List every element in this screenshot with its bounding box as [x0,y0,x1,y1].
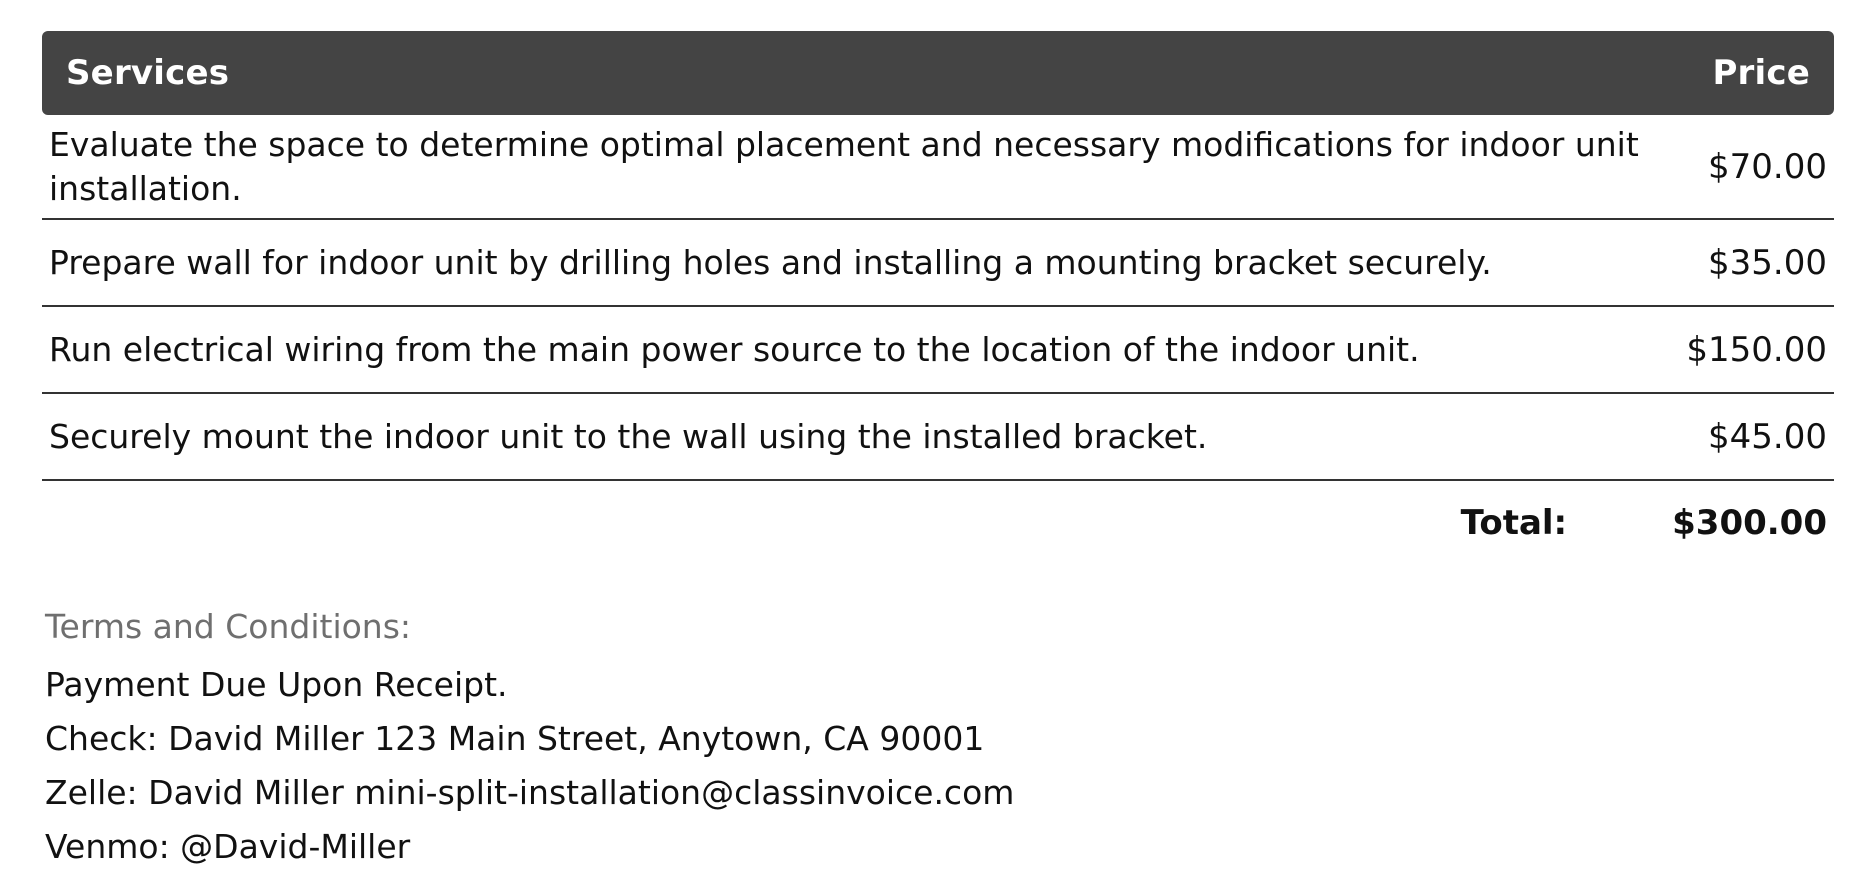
service-price: $45.00 [1708,416,1827,457]
table-row [42,115,1834,220]
table-row [42,220,1834,307]
service-description: Evaluate the space to determine optimal placement and necessary modifications for indoor unit installation. [49,124,1639,208]
services-column-header: Services [66,53,230,93]
total-label: Total: [1460,503,1568,543]
venmo-payment-line: Venmo: @David-Miller [45,827,411,866]
payment-due-line: Payment Due Upon Receipt. [45,665,508,704]
terms-title: Terms and Conditions: [45,607,412,646]
service-price: $35.00 [1708,242,1827,283]
service-description: Prepare wall for indoor unit by drilling holes and installing a mounting bracket securely. [49,242,1492,282]
total-value: $300.00 [1672,503,1827,543]
service-description: Securely mount the indoor unit to the wall using the installed bracket. [49,416,1208,456]
services-table [42,31,1834,565]
service-price: $150.00 [1686,329,1827,370]
price-column-header: Price [1712,53,1810,93]
service-price: $70.00 [1708,146,1827,187]
total-row [42,481,1834,565]
table-row [42,307,1834,394]
table-row [42,394,1834,481]
check-payment-line: Check: David Miller 123 Main Street, Anytown, CA 90001 [45,719,985,758]
zelle-payment-line: Zelle: David Miller mini-split-installation@classinvoice.com [45,773,1015,812]
service-description: Run electrical wiring from the main power source to the location of the indoor unit. [49,329,1420,369]
terms-section [45,600,1014,874]
table-header [42,31,1834,115]
